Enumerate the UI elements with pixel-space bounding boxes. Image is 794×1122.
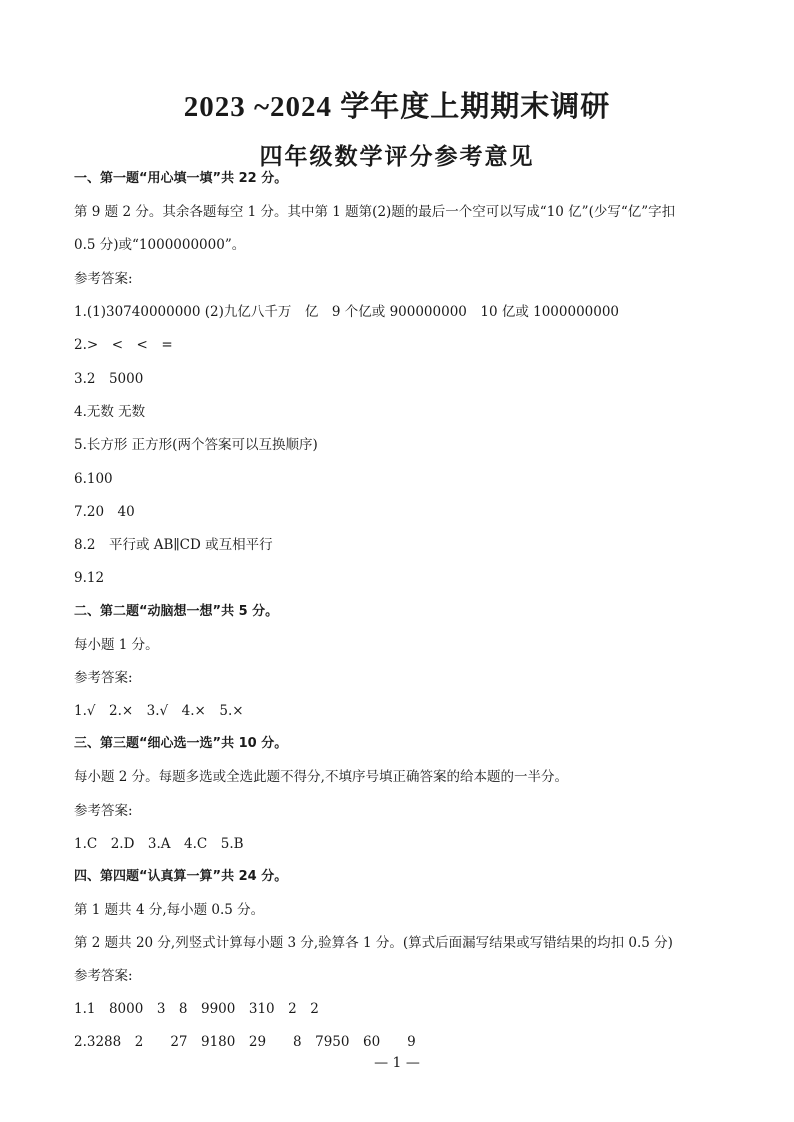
scoring-note-continued: 0.5 分)或“1000000000”。 — [74, 237, 246, 253]
section-heading-4: 四、第四题“认真算一算”共 24 分。 — [74, 869, 288, 884]
answer-line: 1.√ 2.× 3.√ 4.× 5.× — [74, 703, 244, 719]
page-number: — 1 — — [374, 1055, 420, 1071]
answer-line: 3.2 5000 — [74, 371, 144, 387]
answer-line: 2.> < < = — [74, 337, 173, 353]
answer-line: 6.100 — [74, 471, 113, 487]
answer-line: 9.12 — [74, 570, 105, 586]
section-heading-3: 三、第三题“细心选一选”共 10 分。 — [74, 736, 288, 751]
document-title: 2023 ~2024 学年度上期期末调研 — [183, 91, 611, 123]
scoring-note: 第 2 题共 20 分,列竖式计算每小题 3 分,验算各 1 分。(算式后面漏写结果或写错结果的均扣 0.5 分) — [74, 935, 673, 951]
section-heading-2: 二、第二题“动脑想一想”共 5 分。 — [74, 604, 279, 619]
answer-line: 7.20 40 — [74, 504, 135, 520]
scoring-note: 第 1 题共 4 分,每小题 0.5 分。 — [74, 902, 265, 918]
scoring-note: 每小题 1 分。 — [74, 637, 159, 653]
section-heading-1: 一、第一题“用心填一填”共 22 分。 — [74, 171, 288, 186]
answer-line: 4.无数 无数 — [74, 404, 146, 420]
answer-key-label: 参考答案: — [74, 803, 133, 819]
answer-line: 2.3288 2 27 9180 29 8 7950 60 9 — [74, 1034, 416, 1050]
document-subtitle: 四年级数学评分参考意见 — [259, 143, 535, 170]
answer-line: 8.2 平行或 AB∥CD 或互相平行 — [74, 537, 273, 553]
answer-line: 5.长方形 正方形(两个答案可以互换顺序) — [74, 437, 318, 453]
answer-line: 1.(1)30740000000 (2)九亿八千万 亿 9 个亿或 900000000 10 亿或 1000000000 — [74, 304, 620, 320]
answer-key-label: 参考答案: — [74, 670, 133, 686]
answer-line: 1.C 2.D 3.A 4.C 5.B — [74, 836, 244, 852]
answer-line: 1.1 8000 3 8 9900 310 2 2 — [74, 1001, 319, 1017]
answer-key-label: 参考答案: — [74, 271, 133, 287]
scoring-note: 每小题 2 分。每题多选或全选此题不得分,不填序号填正确答案的给本题的一半分。 — [74, 769, 568, 785]
scoring-note: 第 9 题 2 分。其余各题每空 1 分。其中第 1 题第(2)题的最后一个空可以写成“10 亿”(少写“亿”字扣 — [74, 204, 676, 220]
answer-key-label: 参考答案: — [74, 968, 133, 984]
